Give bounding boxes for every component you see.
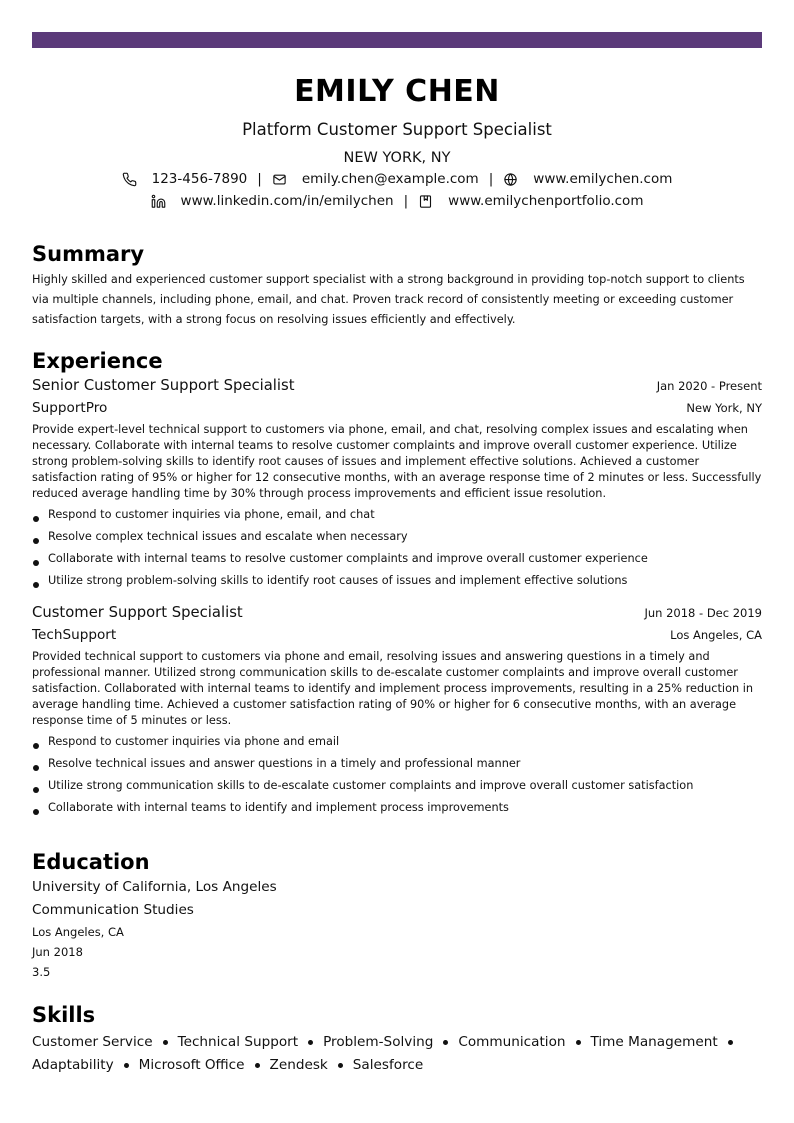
job-title: Senior Customer Support Specialist bbox=[32, 377, 295, 394]
job-description: Provide expert-level technical support to customers via phone, email, and chat, resolving complex issues and escalating when necessary. Collaborate with internal teams to resolve customer complaints and improve overall customer experience. Utilize strong problem-solving skills to identify root causes of issues and implement effective solutions. Achieved a customer satisfaction rating of 95% or higher for 12 consecutive months, with an average response time of 2 minutes or less. Successfully reduced average handling time by 30% through process improvements and efficient issue resolution. bbox=[32, 423, 762, 500]
list-item: Resolve complex technical issues and escalate when necessary bbox=[32, 526, 762, 548]
job-title: Customer Support Specialist bbox=[32, 604, 243, 621]
list-item: Collaborate with internal teams to identify and implement process improvements bbox=[32, 797, 762, 819]
skill-item: Communication bbox=[458, 1034, 566, 1050]
website-contact[interactable] bbox=[503, 168, 672, 190]
portfolio-contact[interactable] bbox=[418, 190, 643, 212]
accent-bar bbox=[32, 32, 762, 48]
skill-separator bbox=[728, 1040, 733, 1045]
job-description: Provided technical support to customers via phone and email, resolving issues and answering questions in a timely and professional manner. Utilized strong communication skills to de-escalate customer complaints and improve overall customer satisfaction. Collaborated with internal teams to identify and implement process improvements, resulting in a 25% reduction in average handling time. Achieved a customer satisfaction rating of 90% or higher for 6 consecutive months, with an average response time of 5 minutes or less. bbox=[32, 650, 754, 727]
portfolio-icon bbox=[418, 194, 433, 209]
job-subheader bbox=[32, 627, 762, 643]
job-dates: Jan 2020 - Present bbox=[656, 379, 762, 393]
skill-separator bbox=[308, 1040, 313, 1045]
linkedin-contact[interactable] bbox=[151, 190, 394, 212]
education-section bbox=[32, 848, 762, 982]
skills-section bbox=[32, 1001, 762, 1077]
summary-section bbox=[32, 240, 762, 330]
education-date: Jun 2018 bbox=[32, 945, 83, 959]
skills-list bbox=[32, 1031, 762, 1077]
job-entry bbox=[32, 377, 762, 592]
skill-separator bbox=[338, 1063, 343, 1068]
candidate-name: EMILY CHEN bbox=[294, 74, 500, 109]
skill-item: Technical Support bbox=[177, 1034, 299, 1050]
education-field: Communication Studies bbox=[32, 902, 194, 918]
skills-heading: Skills bbox=[32, 1003, 96, 1027]
job-company: SupportPro bbox=[32, 400, 108, 416]
skill-separator bbox=[124, 1063, 129, 1068]
skill-item: Time Management bbox=[590, 1034, 718, 1050]
linkedin-link[interactable]: www.linkedin.com/in/emilychen bbox=[180, 193, 394, 209]
summary-text: Highly skilled and experienced customer support specialist with a strong background in providing top-notch support to clients via multiple channels, including phone, email, and chat. Proven track record of consistently meeting or exceeding customer satisfaction targets, with a strong focus on resolving issues efficiently and effectively. bbox=[32, 273, 745, 326]
job-header bbox=[32, 604, 762, 621]
job-subheader bbox=[32, 400, 762, 416]
job-company: TechSupport bbox=[32, 627, 117, 643]
job-bullets bbox=[32, 731, 762, 819]
list-item: Resolve technical issues and answer questions in a timely and professional manner bbox=[32, 753, 762, 775]
portfolio-link[interactable]: www.emilychenportfolio.com bbox=[448, 193, 644, 209]
list-item: Utilize strong communication skills to de-escalate customer complaints and improve overall customer satisfaction bbox=[32, 775, 762, 797]
phone-text: 123-456-7890 bbox=[151, 171, 248, 187]
education-gpa: 3.5 bbox=[32, 965, 51, 979]
skill-item: Salesforce bbox=[352, 1057, 424, 1073]
candidate-title: Platform Customer Support Specialist bbox=[242, 120, 552, 139]
contact-row-primary bbox=[0, 168, 794, 190]
job-location: Los Angeles, CA bbox=[670, 628, 762, 642]
globe-icon bbox=[503, 172, 518, 187]
contact-separator: | bbox=[488, 171, 494, 187]
email-contact[interactable] bbox=[272, 168, 479, 190]
list-item: Collaborate with internal teams to resolve customer complaints and improve overall customer experience bbox=[32, 548, 762, 570]
job-location: New York, NY bbox=[686, 401, 762, 415]
contact-separator: | bbox=[403, 193, 409, 209]
job-bullets bbox=[32, 504, 762, 592]
education-school: University of California, Los Angeles bbox=[32, 879, 277, 895]
skill-item: Problem-Solving bbox=[323, 1034, 434, 1050]
skill-item: Zendesk bbox=[269, 1057, 328, 1073]
email-icon bbox=[272, 172, 287, 187]
job-header bbox=[32, 377, 762, 394]
education-heading: Education bbox=[32, 850, 150, 874]
education-location: Los Angeles, CA bbox=[32, 925, 124, 939]
experience-section bbox=[32, 347, 762, 819]
contact-row-secondary bbox=[0, 190, 794, 212]
job-entry bbox=[32, 604, 762, 819]
skill-item: Customer Service bbox=[32, 1034, 153, 1050]
list-item: Respond to customer inquiries via phone, email, and chat bbox=[32, 504, 762, 526]
list-item: Respond to customer inquiries via phone and email bbox=[32, 731, 762, 753]
skill-item: Microsoft Office bbox=[138, 1057, 245, 1073]
candidate-location: NEW YORK, NY bbox=[343, 150, 451, 166]
website-link[interactable]: www.emilychen.com bbox=[533, 171, 673, 187]
skill-separator bbox=[255, 1063, 260, 1068]
phone-icon bbox=[122, 172, 137, 187]
skill-separator bbox=[443, 1040, 448, 1045]
list-item: Utilize strong problem-solving skills to identify root causes of issues and implement effective solutions bbox=[32, 570, 762, 592]
skill-separator bbox=[163, 1040, 168, 1045]
contact-separator: | bbox=[257, 171, 262, 187]
job-dates: Jun 2018 - Dec 2019 bbox=[644, 606, 762, 620]
resume-header bbox=[0, 70, 794, 212]
skill-separator bbox=[576, 1040, 581, 1045]
linkedin-icon bbox=[151, 194, 166, 209]
summary-heading: Summary bbox=[32, 242, 145, 266]
skill-item: Adaptability bbox=[32, 1057, 114, 1073]
email-link[interactable]: emily.chen@example.com bbox=[301, 171, 479, 187]
experience-heading: Experience bbox=[32, 349, 163, 373]
phone-contact bbox=[122, 168, 248, 190]
